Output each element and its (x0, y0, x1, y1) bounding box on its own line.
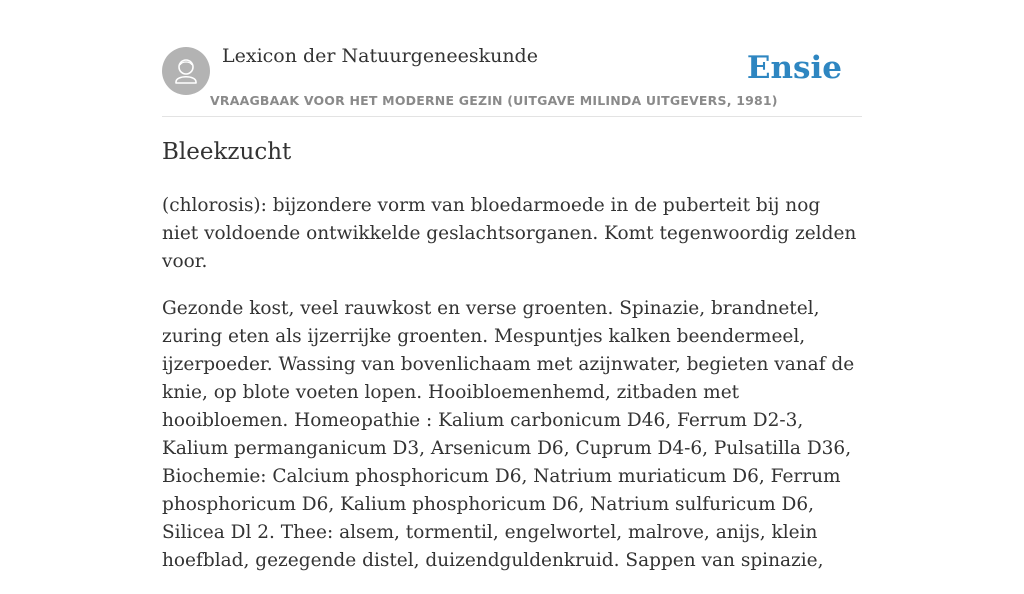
source-subtitle: VRAAGBAAK VOOR HET MODERNE GEZIN (UITGAVE MILINDA UITGEVERS, 1981) (210, 93, 778, 108)
header (162, 0, 862, 117)
article-paragraph: Gezonde kost, veel rauwkost en verse groenten. Spinazie, brandnetel, zuring eten als ijzerrijke groenten. Mespuntjes kalken beendermeel, ijzerpoeder. Wassing van bovenlichaam met azijnwater, begieten vanaf de knie, op blote voeten lopen. Hooibloemenhemd, zitbaden met hooibloemen. Homeopathie : Kalium carbonicum D46, Ferrum D2-3, Kalium permanganicum D3, Arsenicum D6, Cuprum D4-6, Pulsatilla D36, Biochemie: Calcium phosphoricum D6, Natrium muriaticum D6, Ferrum phosphoricum D6, Kalium phosphoricum D6, Natrium sulfuricum D6, Silicea Dl 2. Thee: alsem, tormentil, engelwortel, malrove, anijs, klein hoefblad, gezegende distel, duizendguldenkruid. Sappen van spinazie, (162, 298, 855, 571)
article-body (162, 192, 862, 594)
article-paragraph: (chlorosis): bijzondere vorm van bloedarmoede in de puberteit bij nog niet voldoende ontwikkelde geslachtsorganen. Komt tegenwoordig zelden voor. (162, 195, 857, 272)
ensie-logo[interactable]: Ensie (746, 50, 842, 86)
source-title[interactable]: Lexicon der Natuurgeneeskunde (222, 45, 538, 67)
user-silhouette-icon (162, 47, 210, 95)
article-title: Bleekzucht (162, 139, 292, 165)
avatar[interactable] (162, 47, 210, 95)
